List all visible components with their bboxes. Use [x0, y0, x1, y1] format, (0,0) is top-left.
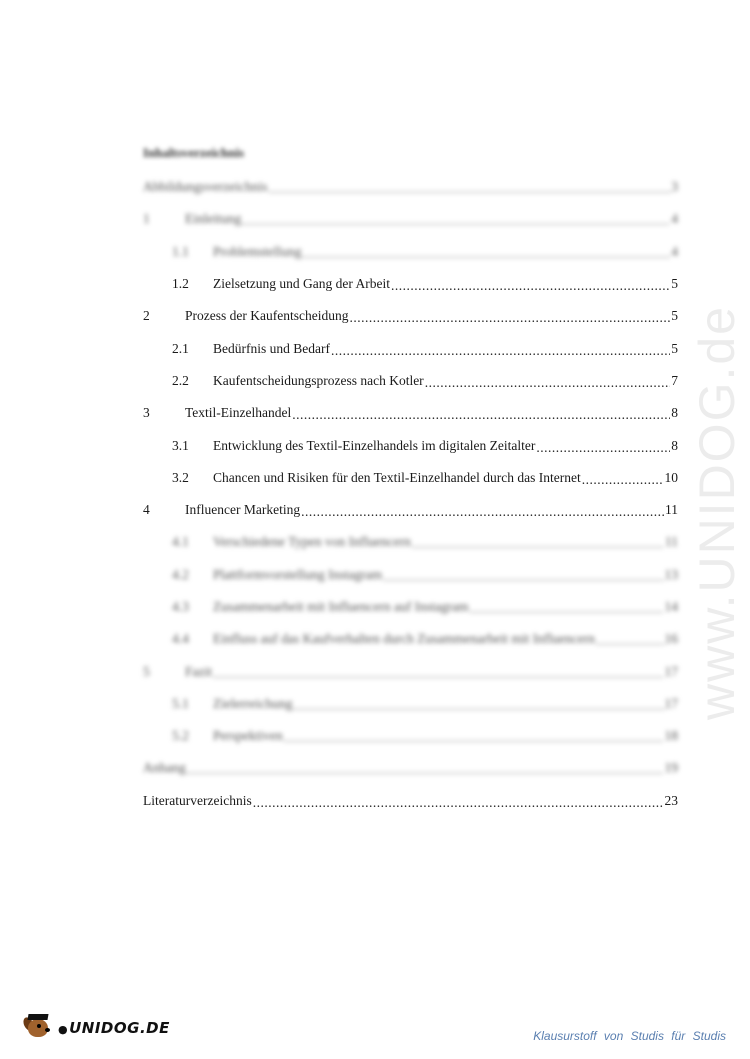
toc-leader-dots: [292, 407, 670, 423]
toc-entry-page: 5: [671, 308, 678, 324]
toc-entry-number: 4.2: [172, 566, 189, 582]
toc-entry-title: Zusammenarbeit mit Influencern auf Instagram: [213, 599, 469, 614]
paw-icon: ●: [58, 1023, 69, 1036]
toc-entry[interactable]: [143, 720, 678, 752]
toc-entry[interactable]: [143, 332, 678, 364]
toc-entry-page: 17: [664, 695, 678, 711]
toc-entry-number: 3.2: [172, 469, 189, 485]
toc-entry[interactable]: [143, 268, 678, 300]
toc-entry[interactable]: [143, 171, 678, 203]
toc-entry-title: Abbildungsverzeichnis: [143, 179, 268, 195]
toc-leader-dots: [187, 762, 664, 778]
toc-entry-number: 1: [143, 211, 150, 227]
toc-entry-number: 4.3: [172, 599, 189, 614]
toc-entry-title: Anhang: [143, 760, 186, 776]
toc-entry-title: Influencer Marketing: [185, 502, 301, 518]
toc-entry[interactable]: [143, 397, 678, 429]
toc-entry-page: 8: [671, 437, 678, 453]
toc-entry-number: 2: [143, 308, 150, 324]
toc-entry[interactable]: [143, 365, 678, 397]
toc-entry-number: 3.1: [172, 437, 189, 453]
dog-mascot-icon: [22, 1013, 52, 1043]
toc-leader-dots: [301, 504, 664, 520]
toc-entry-title: Literaturverzeichnis: [143, 792, 252, 808]
toc-leader-dots: [596, 633, 664, 649]
toc-entry-page: 18: [664, 728, 678, 744]
toc-title: Inhaltsverzeichnis: [143, 145, 245, 160]
toc-entry-title: Entwicklung des Textil-Einzelhandels im digitalen Zeitalter: [213, 437, 536, 453]
logo-text: ●UNIDOG.DE: [58, 1019, 170, 1037]
toc-entry-number: 3: [143, 405, 150, 421]
toc-entry[interactable]: [143, 623, 678, 655]
toc-entry[interactable]: [143, 655, 678, 687]
toc-leader-dots: [391, 278, 670, 294]
toc-entry-title: Zielerreichung: [213, 695, 293, 711]
toc-leader-dots: [383, 569, 663, 585]
toc-entry-page: 10: [664, 469, 678, 485]
toc-entry-page: 5: [671, 276, 678, 292]
toc-entry-page: 4: [671, 243, 678, 259]
table-of-contents: [143, 171, 678, 817]
toc-leader-dots: [253, 795, 664, 811]
toc-entry-page: 16: [664, 631, 678, 647]
toc-entry-number: 4: [143, 502, 150, 518]
toc-entry[interactable]: [143, 300, 678, 332]
toc-entry[interactable]: [143, 236, 678, 268]
toc-entry[interactable]: [143, 688, 678, 720]
toc-leader-dots: [268, 181, 670, 197]
toc-entry-title: Einfluss auf das Kaufverhalten durch Zusammenarbeit mit Influencern: [213, 631, 595, 647]
toc-entry-title: Zielsetzung und Gang der Arbeit: [213, 276, 390, 292]
footer-tagline: Klausurstoff von Studis für Studis: [533, 1029, 726, 1043]
toc-leader-dots: [582, 472, 664, 488]
toc-leader-dots: [213, 666, 664, 682]
toc-entry-page: 17: [664, 663, 678, 679]
toc-entry-number: 1.2: [172, 276, 189, 292]
toc-entry-title: Prozess der Kaufentscheidung: [185, 308, 349, 324]
toc-entry-number: 4.4: [172, 631, 189, 647]
toc-entry-page: 11: [665, 534, 678, 550]
toc-leader-dots: [303, 246, 671, 262]
toc-entry[interactable]: [143, 752, 678, 784]
toc-entry[interactable]: [143, 203, 678, 235]
toc-leader-dots: [470, 601, 664, 617]
toc-leader-dots: [349, 310, 670, 326]
toc-entry-title: Plattformvorstellung Instagram: [213, 566, 383, 582]
toc-leader-dots: [284, 730, 664, 746]
toc-entry-title: Fazit: [185, 663, 212, 679]
toc-entry[interactable]: [143, 785, 678, 817]
toc-entry-page: 4: [671, 211, 678, 227]
toc-entry-title: Problemstellung: [213, 243, 302, 259]
toc-entry-title: Perspektiven: [213, 728, 283, 744]
toc-entry[interactable]: [143, 559, 678, 591]
toc-entry[interactable]: [143, 591, 678, 623]
toc-entry-number: 5: [143, 663, 150, 679]
toc-entry-title: Kaufentscheidungsprozess nach Kotler: [213, 372, 424, 388]
toc-entry[interactable]: [143, 462, 678, 494]
toc-entry[interactable]: [143, 494, 678, 526]
toc-entry-number: 1.1: [172, 243, 189, 259]
toc-entry-page: 8: [671, 405, 678, 421]
toc-leader-dots: [242, 213, 670, 229]
toc-entry-page: 11: [665, 502, 678, 518]
toc-leader-dots: [536, 440, 670, 456]
toc-entry-page: 19: [664, 760, 678, 776]
toc-entry[interactable]: [143, 526, 678, 558]
toc-leader-dots: [331, 343, 670, 359]
toc-leader-dots: [425, 375, 671, 391]
toc-entry-title: Einleitung: [185, 211, 242, 227]
toc-entry-page: 3: [671, 179, 678, 195]
toc-entry-page: 14: [664, 599, 678, 614]
toc-entry[interactable]: [143, 429, 678, 461]
toc-entry-number: 5.1: [172, 695, 189, 711]
toc-entry-page: 7: [671, 372, 678, 388]
toc-entry-title: Verschiedene Typen von Influencern: [213, 534, 411, 550]
toc-leader-dots: [412, 536, 664, 552]
toc-entry-number: 2.2: [172, 372, 189, 388]
toc-entry-page: 23: [664, 792, 678, 808]
watermark: www.UNIDOG.de: [689, 305, 745, 720]
toc-entry-page: 13: [664, 566, 678, 582]
toc-entry-title: Chancen und Risiken für den Textil-Einzelhandel durch das Internet: [213, 469, 581, 485]
toc-entry-page: 5: [671, 340, 678, 356]
toc-entry-number: 2.1: [172, 340, 189, 356]
footer-logo[interactable]: [22, 1013, 170, 1043]
toc-entry-number: 4.1: [172, 534, 189, 550]
toc-entry-title: Bedürfnis und Bedarf: [213, 340, 330, 356]
toc-entry-number: 5.2: [172, 728, 189, 744]
toc-entry-title: Textil-Einzelhandel: [185, 405, 292, 421]
toc-leader-dots: [293, 698, 663, 714]
